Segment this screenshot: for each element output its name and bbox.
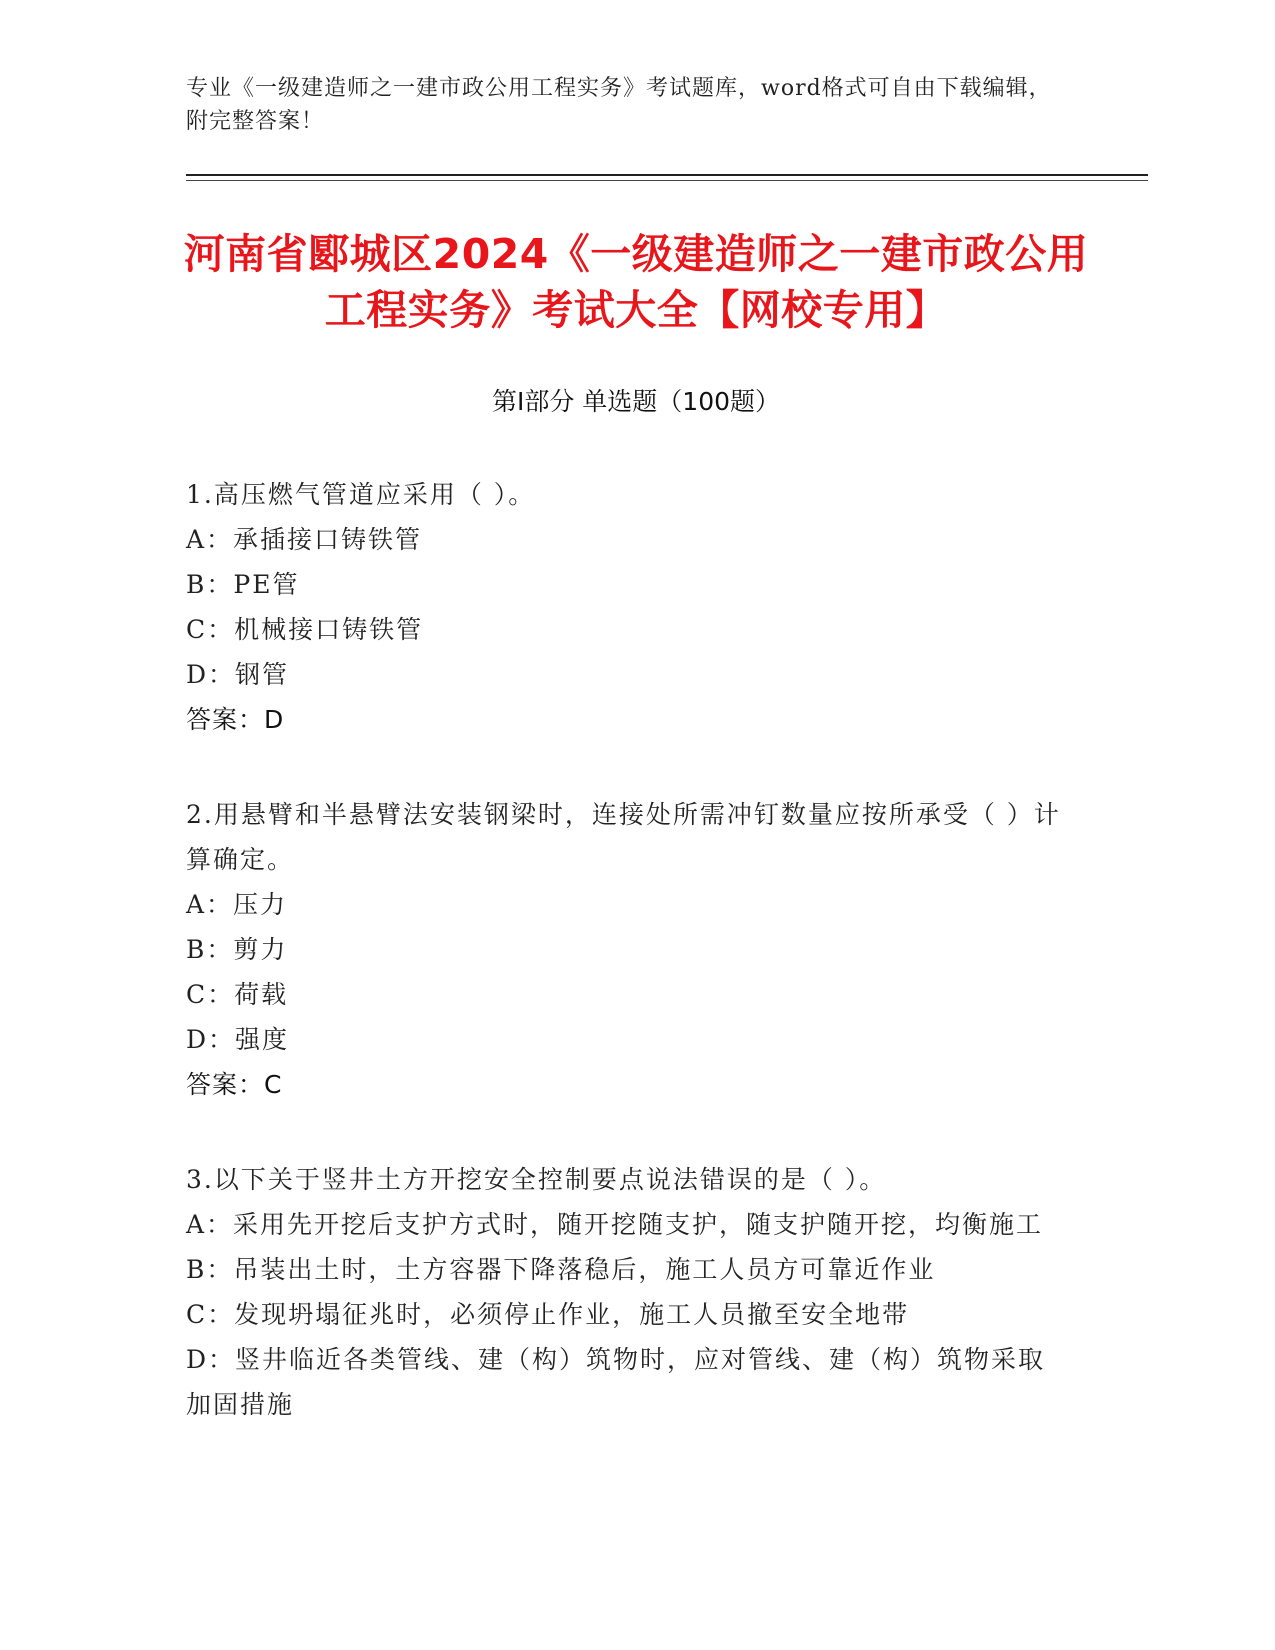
question-3 (186, 1157, 1066, 1427)
option-b: B：吊装出土时，土方容器下降落稳后，施工人员方可靠近作业 (186, 1255, 936, 1284)
question-1 (186, 472, 1066, 742)
option-a: A：压力 (186, 890, 288, 919)
option-b: B：剪力 (186, 935, 288, 964)
answer-line: 答案：C (186, 1070, 283, 1099)
question-stem: 3.以下关于竖井土方开挖安全控制要点说法错误的是（ ）。 (186, 1165, 887, 1194)
header-note: 专业《一级建造师之一建市政公用工程实务》考试题库，word格式可自由下载编辑，附完整答案！ (186, 76, 1052, 134)
question-stem: 1.高压燃气管道应采用（ ）。 (186, 480, 536, 509)
option-d: D：竖井临近各类管线、建（构）筑物时，应对管线、建（构）筑物采取加固措施 (186, 1345, 1046, 1419)
option-a: A：承插接口铸铁管 (186, 525, 423, 554)
option-d: D：强度 (186, 1025, 290, 1054)
question-list (186, 472, 1066, 1477)
question-stem: 2.用悬臂和半悬臂法安装钢梁时，连接处所需冲钉数量应按所承受（ ）计算确定。 (186, 800, 1061, 874)
option-c: C：发现坍塌征兆时，必须停止作业，施工人员撤至安全地带 (186, 1300, 910, 1329)
section-heading: 第Ⅰ部分 单选题（100题） (491, 387, 781, 416)
document-title: 河南省郾城区2024《一级建造师之一建市政公用工程实务》考试大全【网校专用】 (183, 230, 1089, 334)
header-divider-thick (186, 174, 1148, 176)
question-2 (186, 792, 1066, 1107)
option-b: B：PE管 (186, 570, 300, 599)
option-c: C：荷载 (186, 980, 289, 1009)
answer-line: 答案：D (186, 705, 285, 734)
option-a: A：采用先开挖后支护方式时，随开挖随支护，随支护随开挖，均衡施工 (186, 1210, 1044, 1239)
header-divider-thin (186, 180, 1148, 181)
option-d: D：钢管 (186, 660, 290, 689)
option-c: C：机械接口铸铁管 (186, 615, 424, 644)
